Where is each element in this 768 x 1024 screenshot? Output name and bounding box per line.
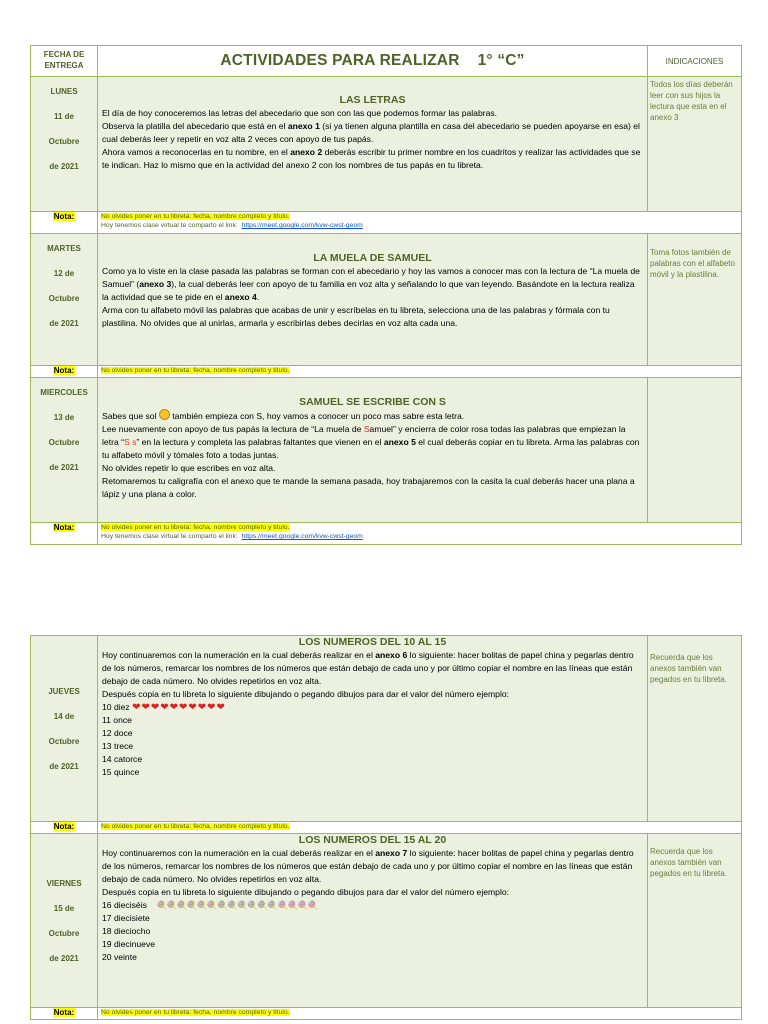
date-cell: MIERCOLES 13 de Octubre de 2021 — [31, 378, 98, 523]
date-cell: LUNES 11 de Octubre de 2021 — [31, 77, 98, 212]
nota-row — [31, 523, 742, 545]
nota-text: No olvides poner en tu libreta: fecha, nombre completo y titulo. Hoy tenemos clase virtual te comparto el link: https://meet.google.com/kvw-cwst-geom — [98, 523, 742, 545]
activity-text: Hoy continuaremos con la numeración en la cual deberás realizar en el anexo 6 lo siguiente: hacer bolitas de papel china y pegarlas dentro de los números, remarcar los nombres de los números que están debajo de cada uno y por último copiar el nombre en las líneas que están debajo de cada número. No olvides repetirlos en voz alta. Después copia en tu libreta lo siguiente dibujando o pegando dibujos para dar el valor del número ejemplo: 10 diez ❤❤❤❤❤❤❤❤❤❤ 11 once 12 doce 13 trece 14 catorce 15 quince — [102, 650, 634, 777]
activity-cell — [98, 77, 648, 212]
nota-row — [31, 822, 742, 834]
nota-label: Nota: — [31, 1008, 98, 1020]
nota-text: No olvides poner en tu libreta: fecha, nombre completo y titulo. Hoy tenemos clase virtual te comparto el link: https://meet.google.com/kvw-cwst-geom — [98, 212, 742, 234]
page-title: ACTIVIDADES PARA REALIZAR 1° “C” — [98, 46, 648, 77]
nota-row — [31, 366, 742, 378]
indication-cell: Toma fotos también de palabras con el alfabeto móvil y la plastilina. — [648, 234, 742, 366]
activity-text: Sabes que sol también empieza con S, hoy vamos a conocer un poco mas sabre esta letra. Lee nuevamente con apoyo de tus papás la lectura de “La muela de Samuel” y encierra de color rosa todas las palabras que empiezan la letra “S s” en la lectura y completa las palabras faltantes que vienen en el anexo 5 el cual deberás copiar en tu libreta. Arma las palabras con tu alfabeto móvil y tómales foto a todas juntas. No olvides repetir lo que escribes en voz alta. Retomaremos tu caligrafía con el anexo que te mande la semana pasada, hoy trabajaremos con la casita la cual deberás hacer una plana a lápiz y una plana a color. — [102, 411, 640, 499]
nota-text: No olvides poner en tu libreta: fecha, nombre completo y titulo. — [98, 822, 742, 834]
date-cell: JUEVES 14 de Octubre de 2021 — [31, 636, 98, 822]
day-row-jueves — [31, 636, 742, 822]
activities-table-2 — [30, 635, 742, 1020]
nota-text: No olvides poner en tu libreta: fecha, nombre completo y titulo. — [98, 366, 742, 378]
lollipop-icons: 🍭🍭🍭🍭🍭🍭🍭🍭🍭🍭🍭🍭🍭🍭🍭🍭 — [156, 900, 318, 910]
meet-link[interactable]: https://meet.google.com/kvw-cwst-geom — [241, 222, 363, 229]
meet-link[interactable]: https://meet.google.com/kvw-cwst-geom — [241, 533, 363, 540]
activity-cell — [98, 834, 648, 1008]
activity-cell — [98, 378, 648, 523]
section-title: LOS NUMEROS DEL 15 AL 20 — [298, 834, 447, 846]
day-row-viernes — [31, 834, 742, 1008]
nota-label: Nota: — [31, 212, 98, 234]
nota-label: Nota: — [31, 523, 98, 545]
indication-cell: Recuerda que los anexos también van pegados en tu libreta. — [648, 636, 742, 822]
indication-cell: Todos los días deberán leer con sus hijos la lectura que esta en el anexo 3 — [648, 77, 742, 212]
section-title: LOS NUMEROS DEL 10 AL 15 — [298, 636, 447, 648]
activity-cell — [98, 636, 648, 822]
activity-text: Como ya lo viste en la clase pasada las palabras se forman con el abecedario y hoy las vamos a conocer mas con la lectura de “La muela de Samuel” (anexo 3), la cual deberás leer con apoyo de tu familia en voz alta y señalando lo que van leyendo. Basándote en la lectura realiza la actividad que se te pide en el anexo 4. Arma con tu alfabeto móvil las palabras que acabas de unir y escríbelas en tu libreta, selecciona una de las palabras y fórmala con tu plastilina. No olvides que al unirlas, armarla y escribirlas debes decirlas en voz alta cada una. — [102, 266, 640, 328]
nota-text: No olvides poner en tu libreta: fecha, nombre completo y titulo. — [98, 1008, 742, 1020]
activity-text: Hoy continuaremos con la numeración en la cual deberás realizar en el anexo 7 lo siguiente: hacer bolitas de papel china y pegarlas dentro de los números, remarcar los nombres de los números que están debajo de cada uno y por último copiar el nombre en las líneas que están debajo de cada número. No olvides repetirlos en voz alta. Después copia en tu libreta lo siguiente dibujando o pegando dibujos para dar el valor del número ejemplo: 16 dieciséis 🍭🍭🍭🍭🍭🍭🍭🍭🍭🍭🍭🍭🍭🍭🍭🍭 17 diecisiete 18 dieciocho 19 diecinueve 20 veinte — [102, 848, 634, 962]
indication-cell — [648, 378, 742, 523]
section-title: SAMUEL SE ESCRIBE CON S — [299, 396, 446, 408]
section-title: LA MUELA DE SAMUEL — [313, 252, 432, 264]
fecha-header: FECHA DE ENTREGA — [31, 46, 98, 77]
activity-cell — [98, 234, 648, 366]
nota-row — [31, 212, 742, 234]
date-cell: VIERNES 15 de Octubre de 2021 — [31, 834, 98, 1008]
day-row-lunes — [31, 77, 742, 212]
section-title: LAS LETRAS — [339, 94, 406, 106]
indicaciones-header: INDICACIONES — [648, 46, 742, 77]
day-row-martes — [31, 234, 742, 366]
indication-cell: Recuerda que los anexos también van pegados en tu libreta. — [648, 834, 742, 1008]
nota-label: Nota: — [31, 366, 98, 378]
day-row-miercoles — [31, 378, 742, 523]
activity-text: El día de hoy conoceremos las letras del abecedario que son con las que podemos formar las palabras. Observa la platilla del abecedario que está en el anexo 1 (si ya tienen alguna plantilla en casa del abecedario se pueden apoyarse en esa) el cual deberás leer y repetir en voz alta 2 veces con apoyo de tus papás. Ahora vamos a reconocerlas en tu nombre, en el anexo 2 deberás escribir tu primer nombre en los cuadritos y realizar las actividades que se te indican. Haz lo mismo que en la actividad del anexo 2 con los nombres de tus papás en tu libreta. — [102, 108, 641, 170]
activities-table-1 — [30, 45, 742, 545]
table-header-row — [31, 46, 742, 77]
nota-row — [31, 1008, 742, 1020]
nota-label: Nota: — [31, 822, 98, 834]
sun-icon — [159, 409, 170, 420]
heart-icons: ❤❤❤❤❤❤❤❤❤❤ — [132, 702, 226, 713]
date-cell: MARTES 12 de Octubre de 2021 — [31, 234, 98, 366]
